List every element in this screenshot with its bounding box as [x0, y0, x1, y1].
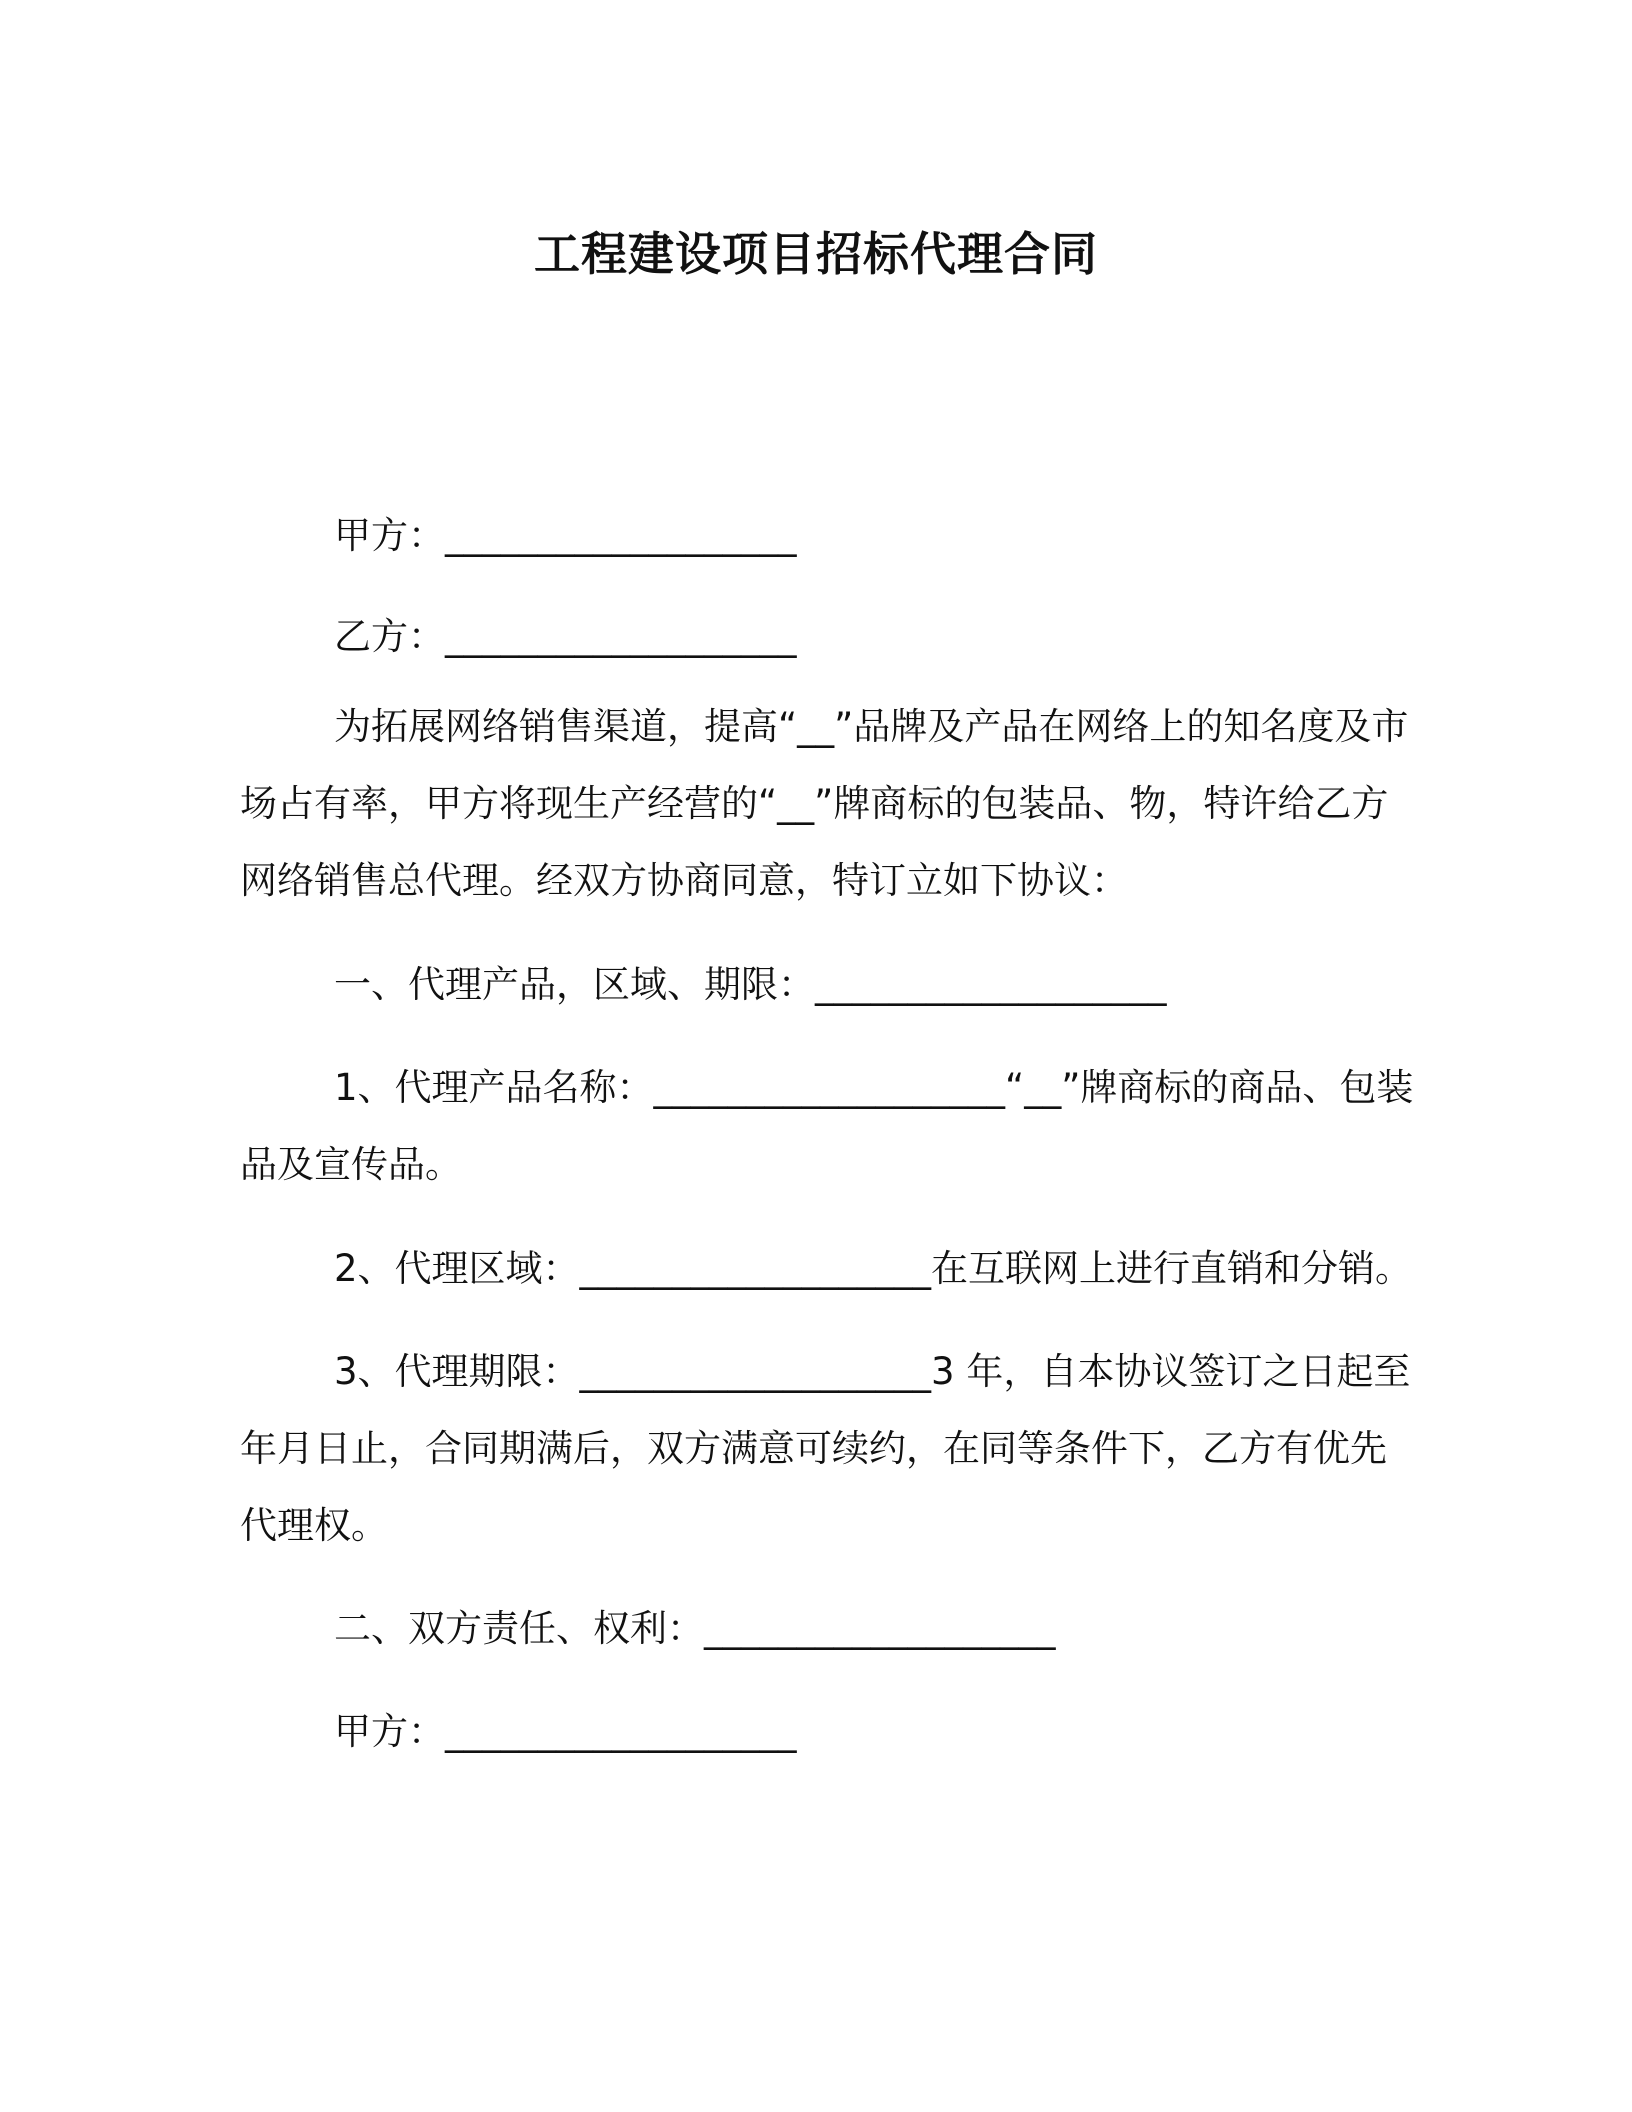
- clause-1-product-name: 1、代理产品名称：___________________“__”牌商标的商品、包装品及宣传品。: [240, 1066, 1414, 1186]
- clause-2-region: 2、代理区域：___________________在互联网上进行直销和分销。: [334, 1247, 1413, 1290]
- party-a-line-2: 甲方：___________________: [334, 1710, 797, 1753]
- clause-3-term: 3、代理期限：___________________3 年，自本协议签订之日起至年月日止，合同期满后，双方满意可续约，在同等条件下，乙方有优先代理权。: [240, 1350, 1411, 1547]
- section-two-heading: 二、双方责任、权利：___________________: [334, 1607, 1056, 1650]
- section-one-heading: 一、代理产品，区域、期限：___________________: [334, 963, 1167, 1006]
- party-a-line: 甲方：___________________: [334, 514, 797, 557]
- document-title: 工程建设项目招标代理合同: [534, 227, 1098, 281]
- preamble-paragraph: 为拓展网络销售渠道，提高“__”品牌及产品在网络上的知名度及市场占有率，甲方将现生产经营的“__”牌商标的包装品、物，特许给乙方网络销售总代理。经双方协商同意，特订立如下协议：: [240, 705, 1409, 902]
- party-b-line: 乙方：___________________: [334, 615, 797, 658]
